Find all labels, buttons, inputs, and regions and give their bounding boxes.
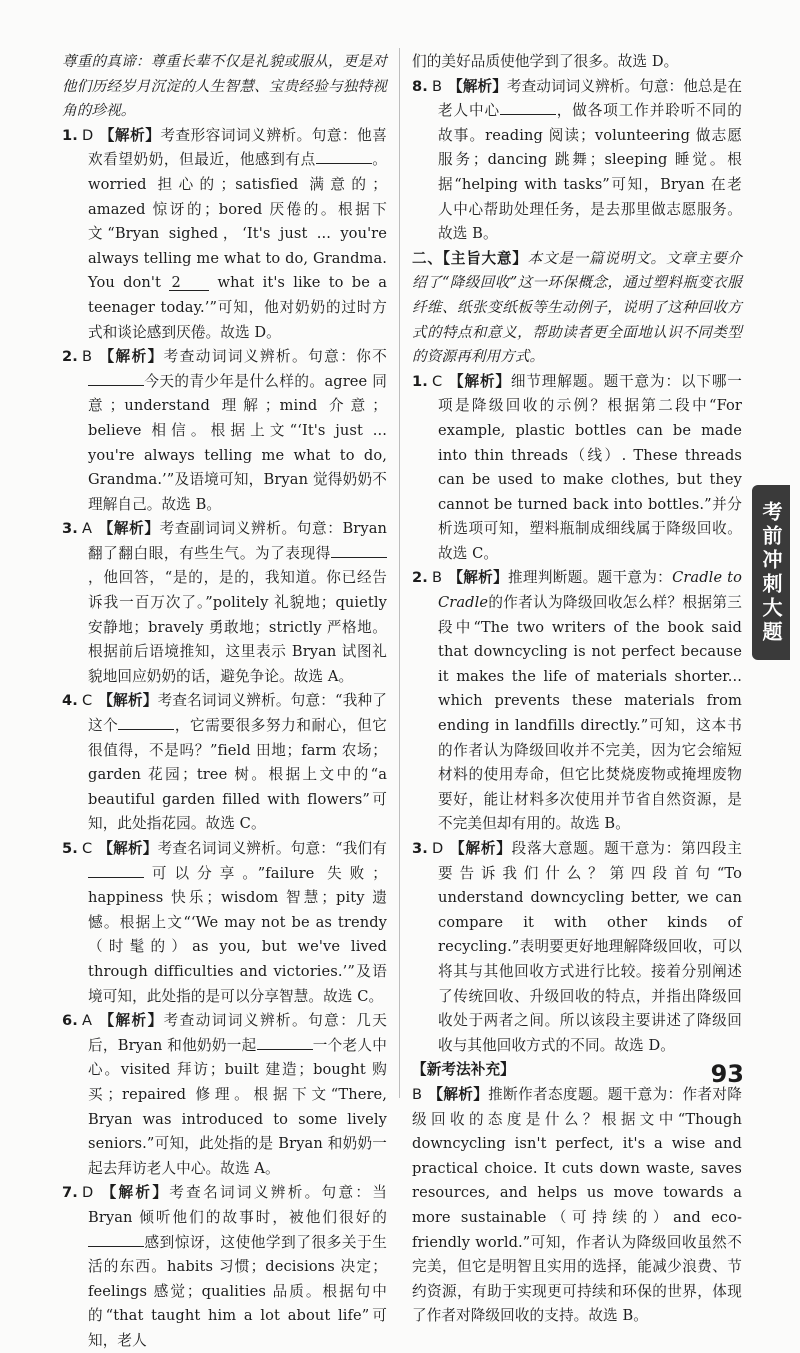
answer-blank [88,1232,144,1247]
question-8: 8. B 【解析】考查动词词义辨析。句意：他总是在老人中心 ，做各项工作并聆听不同的故事。reading 阅读；volunteering 做志愿服务；dancing 跳舞；sleeping 睡觉。根据“helping with tasks”可知，Bryan 在老人中心帮助处理任务，是去那里做志愿服务。故选 B。 [412,77,743,243]
question-7-continued: 们的美好品质使他学到了很多。故选 D。 [412,53,679,70]
question-4: 4. C 【解析】考查名词词义辨析。句意：“我种了这个 ，它需要很多努力和耐心，但它很值得，不是吗？”field 田地；farm 农场；garden 花园；tree 树。根据上文中的“a beautiful garden filled with flowers”可知，此处指花园。故选 C。 [62,692,387,833]
side-tab-label: 考前冲刺大题 [752,485,790,660]
page-number: 93 [710,1060,744,1088]
new-method-title: 【新考法补充】 [412,1061,515,1079]
reading-question-2: 2. B 【解析】推理判断题。题干意为：Cradle to Cradle的作者认为降级回收怎么样？根据第三段中“The two writers of the book said that downcycling is not perfect because it makes the life of materials shorter... which prevents these materials from ending in landfills directly.”可知，这本书的作者认为降级回收并不完美，因为它会缩短材料的使用寿命，但它比焚烧废物或掩埋废物要好，能让材料多次使用并节省自然资源，是不完美但却有用的。故选 B。 [412,569,742,833]
question-6: 6. A 【解析】考查动词词义辨析。句意：几天后，Bryan 和他奶奶一起 一个老人中心。visited 拜访；built 建造；bought 购买；repaired 修理。根据下文“There, Bryan was introduced to some lively seniors.”可知，此处指的是 Bryan 和奶奶一起去拜访老人中心。故选 A。 [62,1012,387,1177]
reading-question-1: 1. C 【解析】细节理解题。题干意为：以下哪一项是降级回收的示例？根据第二段中“For example, plastic bottles can be made into thin threads（线）. These threads can be used to make clothes, but they cannot be turned back into bottles.”并分析选项可知，塑料瓶制成细线属于降级回收。故选 C。 [412,372,742,562]
column-divider [399,48,400,1098]
left-column [62,50,387,1353]
question-2: 2. B 【解析】考查动词词义辨析。句意：你不今天的青少年是什么样的。agree 同意；understand 理解；mind 介意；believe 相信。根据上文“‘It's just ... you're always telling me what to do, Grandma.’”及语境可知，Bryan 觉得奶奶不理解自己。故选 B。 [62,348,387,513]
question-5: 5. C 【解析】考查名词词义辨析。句意：“我们有可以分享。”failure 失败；happiness 快乐；wisdom 智慧；pity 遗憾。根据上文“‘We may not be as trendy（时髦的）as you, but we've lived through difficulties and victories.’”及语境可知，此处指的是可以分享智慧。故选 C。 [62,840,387,1005]
new-method-answer: B 【解析】推断作者态度题。题干意为：作者对降级回收的态度是什么？根据文中“Though downcycling isn't perfect, it's a wise and practical choice. It cuts down waste, saves resources, and helps us move towards a more sustainable（可持续的）and eco-friendly world.”可知，作者认为降级回收虽然不完美，但它是明智且实用的选择，能减少浪费、节约资源，有助于实现更可持续和环保的世界，体现了作者对降级回收的支持。故选 B。 [412,1085,743,1325]
answer-blank [316,149,372,164]
question-7: 7. D 【解析】考查名词词义辨析。句意：当 Bryan 倾听他们的故事时，被他们很好的感到惊讶，这使他学到了很多关于生活的东西。habits 习惯；decisions 决定；feelings 感觉；qualities 品质。根据句中的“that taught him a lot about life”可知，老人 [62,1184,387,1349]
answer-blank [331,543,387,558]
question-3: 3. A 【解析】考查副词词义辨析。句意：Bryan 翻了翻白眼，有些生气。为了表现得，他回答，“是的，是的，我知道。你已经告诉我一百万次了。”politely 礼貌地；quietly 安静地；bravely 勇敢地；strictly 严格地。根据前后语境推知，这里表示 Bryan 试图礼貌地回应奶奶的话，避免争论。故选 A。 [62,520,387,685]
answer-blank [88,863,144,878]
answer-blank [118,715,174,730]
section-2-summary: 二、【主旨大意】本文是一篇说明文。文章主要介绍了“降级回收”这一环保概念，通过塑料瓶变衣服纤维、纸张变纸板等生动例子，说明了这种回收方式的特点和意义，帮助读者更全面地认识不同类型的资源再利用方式。 [412,249,742,366]
answer-blank [257,1035,313,1050]
question-1: 1. D 【解析】考查形容词词义辨析。句意：他喜欢看望奶奶，但最近，他感到有点 。worried 担心的；satisfied 满意的；amazed 惊讶的；bored 厌倦的。根据下文“Bryan sighed，‘It's just ... you're always telling me what to do, Grandma. You don't 2 what it's like to be a teenager today.’”可知，他对奶奶的过时方式和谈论感到厌倦。故选 D。 [62,126,388,341]
numbered-blank: 2 [169,276,209,291]
right-column [412,50,742,1329]
answer-blank [500,100,556,115]
reading-question-3: 3. D 【解析】段落大意题。题干意为：第四段主要告诉我们什么？第四段首句“To understand downcycling better, we can compare it with other kinds of recycling.”表明要更好地理解降级回收，可以将其与其他回收方式进行比较。接着分别阐述了传统回收、升级回收的特点，并指出降级回收处于两者之间。所以该段主要讲述了降级回收与其他回收方式的不同。故选 D。 [412,840,742,1054]
intro-paragraph: 尊重的真谛：尊重长辈不仅是礼貌或服从，更是对他们历经岁月沉淀的人生智慧、宝贵经验与独特视角的珍视。 [62,53,387,120]
answer-blank [88,371,144,386]
